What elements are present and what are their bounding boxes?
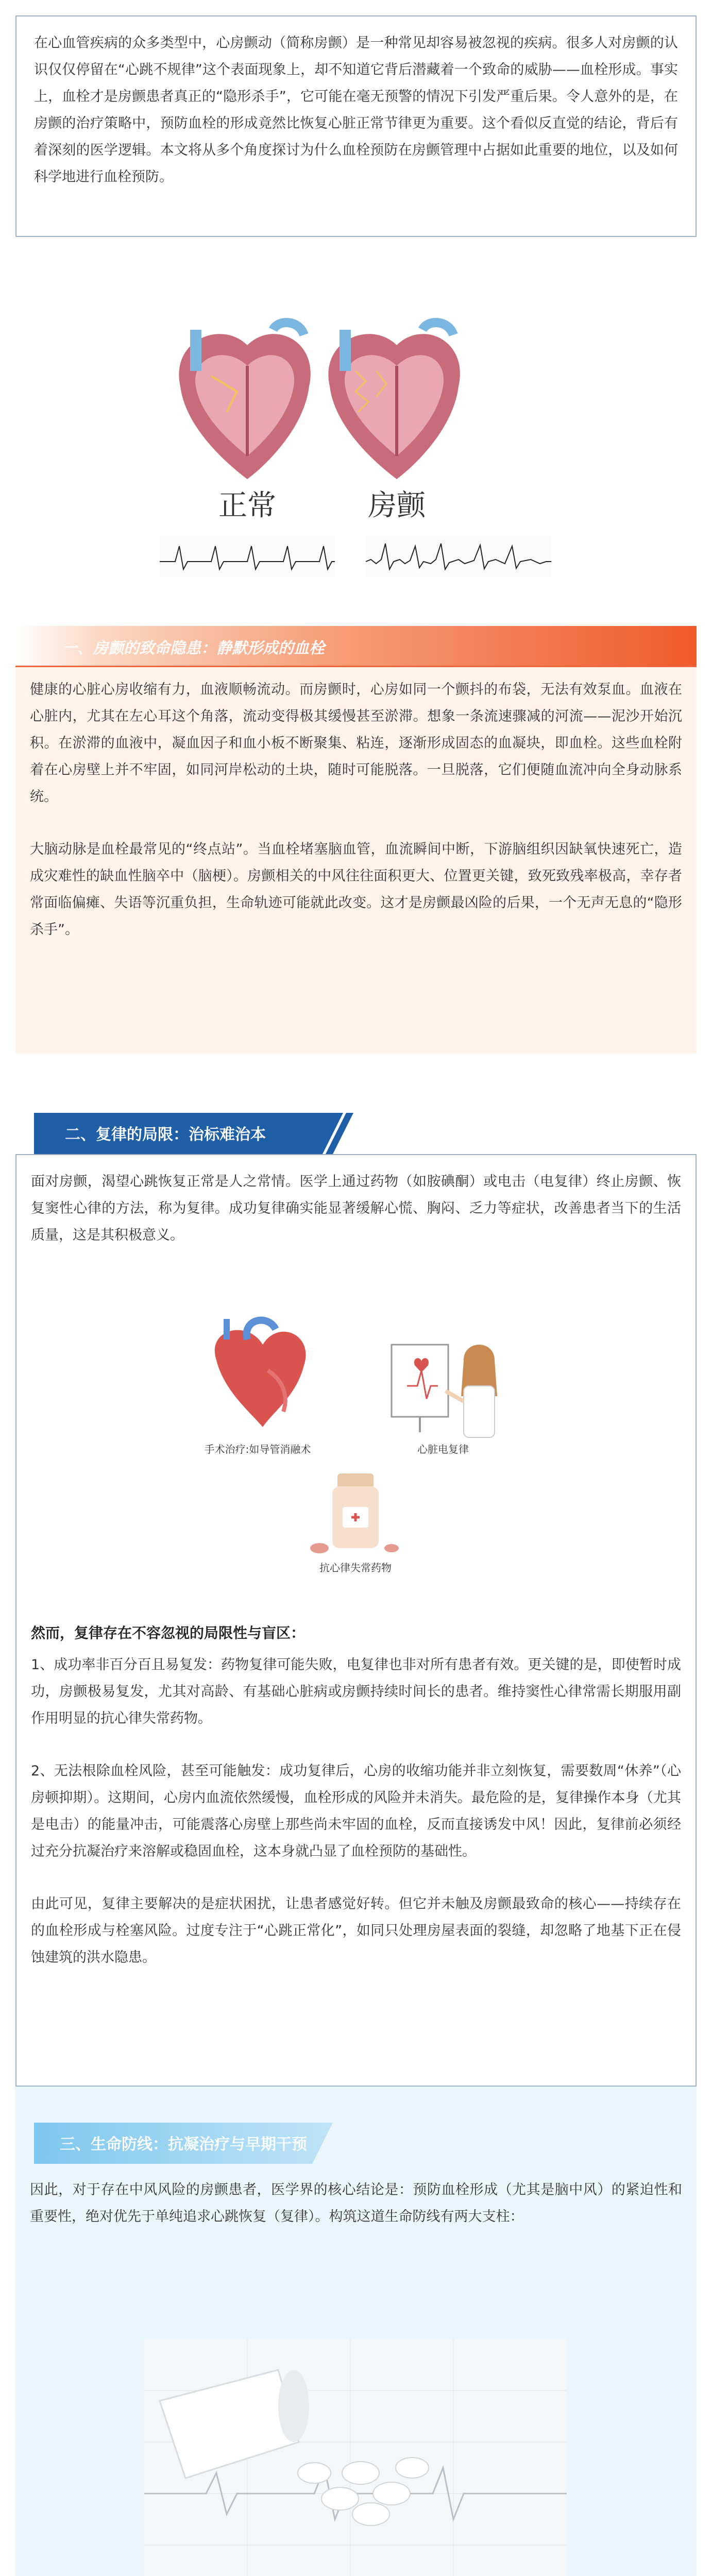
section1-paragraph-2: 大脑动脉是血栓最常见的“终点站”。当血栓堵塞脑血管，血流瞬间中断，下游脑组织因缺氧快速死亡，造成灾难性的缺血性脑卒中（脑梗）。房颤相关的中风往往面积更大、位置更关键，致死致残率极高，幸存者常面临偏瘫、失语等沉重负担，生命轨迹可能就此改变。这才是房颤最凶险的后果，一个无声无息的“隐形杀手”。 <box>30 841 682 938</box>
af-ecg-strip <box>366 536 551 577</box>
drug-caption: 抗心律失常药物 <box>319 1562 392 1574</box>
section2-title-banner <box>34 1113 353 1154</box>
surgery-heart-icon <box>215 1319 306 1427</box>
af-heart-icon <box>328 323 460 479</box>
section3-title: 三、生命防线：抗凝治疗与早期干预 <box>60 2136 307 2154</box>
doctor-board-icon <box>392 1345 497 1437</box>
section2-box <box>15 1154 697 2087</box>
section2-paragraph-2: 1、成功率非百分百且易复发：药物复律可能失败，电复律也非对所有患者有效。更关键的是，即使暂时成功，房颤极易复发，尤其对高龄、有基础心脏病或房颤持续时间长的患者。维持窦性心律常需长期服用副作用明显的抗心律失常药物。 <box>31 1657 681 1726</box>
section2-title: 二、复律的局限：治标难治本 <box>65 1126 266 1144</box>
normal-label: 正常 <box>218 489 276 522</box>
section2-paragraph-1: 面对房颤，渴望心跳恢复正常是人之常情。医学上通过药物（如胺碘酮）或电击（电复律）终止房颤、恢复窦性心律的方法，称为复律。成功复律确实能显著缓解心慌、胸闷、乏力等症状，改善患者当下的生活质量，这是其积极意义。 <box>31 1174 681 1243</box>
section2-subheading: 然而，复律存在不容忽视的局限性与盲区： <box>31 1624 306 1641</box>
af-label: 房颤 <box>368 489 426 522</box>
heart-comparison-illustration <box>149 309 562 598</box>
intro-box <box>15 15 697 237</box>
section3-title-banner <box>34 2123 343 2164</box>
medicine-bottle-icon <box>310 1473 399 1553</box>
intro-paragraph: 在心血管疾病的众多类型中，心房颤动（简称房颤）是一种常见却容易被忽视的疾病。很多人对房颤的认识仅仅停留在“心跳不规律”这个表面现象上，却不知道它背后潜藏着一个致命的威胁——血栓形成。事实上，血栓才是房颤患者真正的“隐形杀手”，它可能在毫无预警的情况下引发严重后果。令人意外的是，在房颤的治疗策略中，预防血栓的形成竟然比恢复心脏正常节律更为重要。这个看似反直觉的结论，背后有着深刻的医学逻辑。本文将从多个角度探讨为什么血栓预防在房颤管理中占据如此重要的地位，以及如何科学地进行血栓预防。 <box>34 35 678 185</box>
surgery-caption: 手术治疗:如导管消融术 <box>204 1443 311 1455</box>
section1-body <box>15 667 697 1054</box>
cardioversion-caption: 心脏电复律 <box>417 1443 469 1455</box>
section2-paragraph-4: 由此可见，复律主要解决的是症状困扰，让患者感觉好转。但它并未触及房颤最致命的核心——持续存在的血栓形成与栓塞风险。过度专注于“心跳正常化”，如同只处理房屋表面的裂缝，却忽略了地基下正在侵蚀建筑的洪水隐患。 <box>31 1896 681 1965</box>
treatment-illustrations <box>165 1309 546 1587</box>
section3-paragraph-1: 因此，对于存在中风风险的房颤患者，医学界的核心结论是：预防血栓形成（尤其是脑中风）的紧迫性和重要性，绝对优先于单纯追求心跳恢复（复律）。构筑这道生命防线有两大支柱： <box>30 2182 682 2225</box>
section3-body <box>15 2177 697 2230</box>
section2-paragraph-3: 2、无法根除血栓风险，甚至可能触发：成功复律后，心房的收缩功能并非立刻恢复，需要数周“休养”（心房顿抑期）。这期间，心房内血流依然缓慢，血栓形成的风险并未消失。最危险的是，复律操作本身（尤其是电击）的能量冲击，可能震落心房壁上那些尚未牢固的血栓，反而直接诱发中风！因此，复律前必须经过充分抗凝治疗来溶解或稳固血栓，这本身就凸显了血栓预防的基础性。 <box>31 1763 681 1859</box>
section1-title-banner <box>15 626 697 667</box>
pills-ecg-photo <box>144 2339 567 2576</box>
section1-title: 一、房颤的致命隐患：静默形成的血栓 <box>62 639 325 657</box>
normal-heart-icon <box>179 323 310 479</box>
normal-ecg-strip <box>160 536 335 577</box>
section1-paragraph-1: 健康的心脏心房收缩有力，血液顺畅流动。而房颤时，心房如同一个颤抖的布袋，无法有效泵血。血液在心脏内，尤其在左心耳这个角落，流动变得极其缓慢甚至淤滞。想象一条流速骤减的河流——泥沙开始沉积。在淤滞的血液中，凝血因子和血小板不断聚集、粘连，逐渐形成固态的血凝块，即血栓。这些血栓附着在心房壁上并不牢固，如同河岸松动的土块，随时可能脱落。一旦脱落，它们便随血流冲向全身动脉系统。 <box>30 682 682 805</box>
